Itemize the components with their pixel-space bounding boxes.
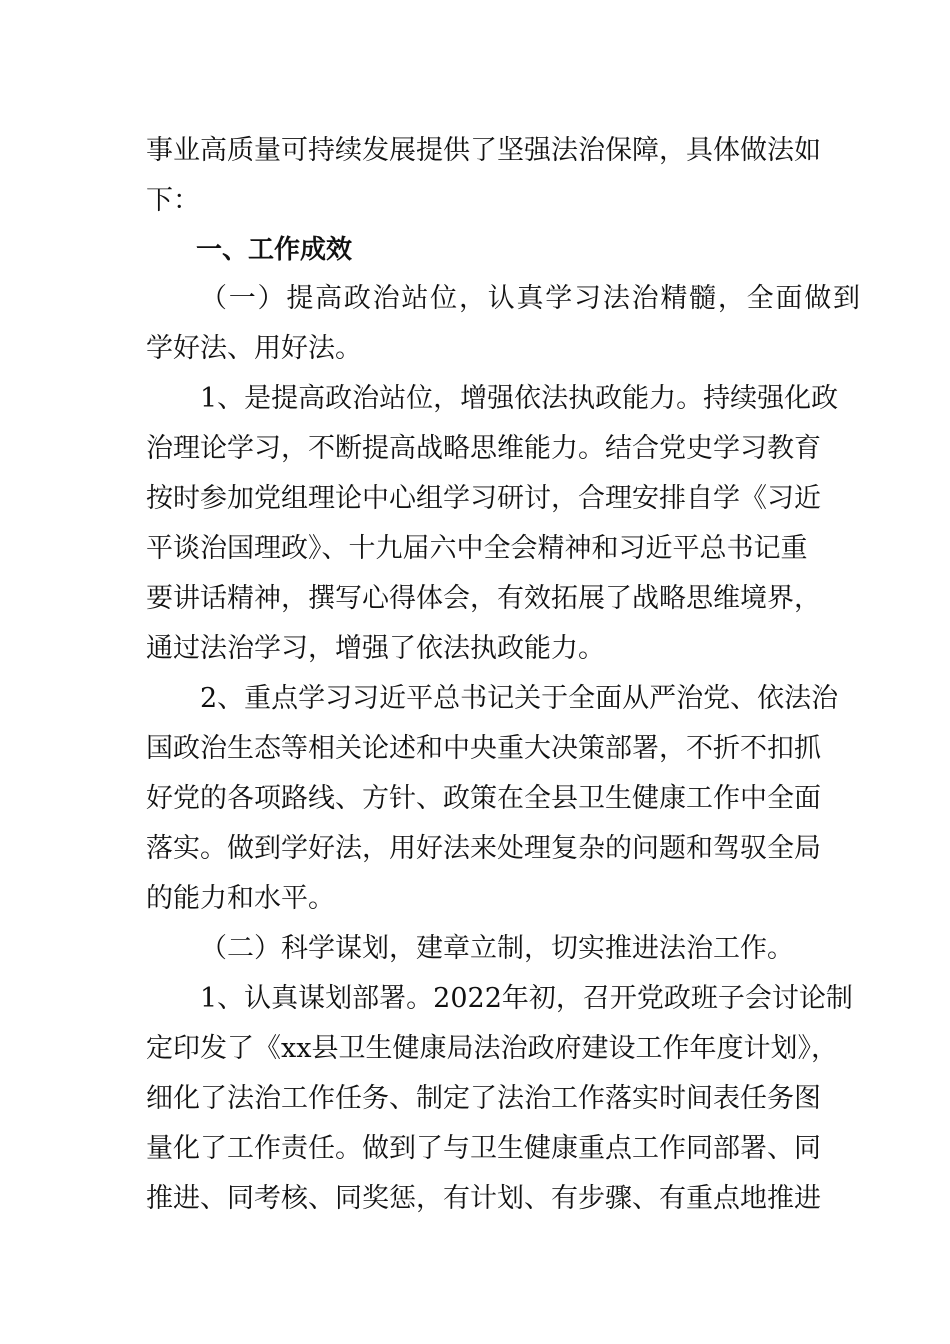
paragraph-line: 按时参加党组理论中心组学习研讨，合理安排自学《习近 [146,483,821,514]
section-heading: 一、工作成效 [196,235,353,265]
paragraph-line: 2、重点学习习近平总书记关于全面从严治党、依法治 [200,683,839,714]
paragraph-line: 定印发了《xx县卫生健康局法治政府建设工作年度计划》， [146,1033,838,1064]
paragraph-line: 通过法治学习，增强了依法执政能力。 [146,633,605,664]
paragraph-line: 国政治生态等相关论述和中央重大决策部署，不折不扣抓 [146,733,821,764]
paragraph-line: 要讲话精神，撰写心得体会，有效拓展了战略思维境界， [146,583,821,614]
paragraph-line: 的能力和水平。 [146,883,335,914]
paragraph-line: 细化了法治工作任务、制定了法治工作落实时间表任务图 [146,1083,821,1114]
subsection-heading: （一）提高政治站位，认真学习法治精髓，全面做到 [200,283,860,314]
paragraph-line: 1、认真谋划部署。2022年初，召开党政班子会讨论制 [200,983,853,1014]
paragraph-line: 好党的各项路线、方针、政策在全县卫生健康工作中全面 [146,783,821,814]
paragraph-line: 推进、同考核、同奖惩，有计划、有步骤、有重点地推进 [146,1183,821,1214]
paragraph-line: 平谈治国理政》、十九届六中全会精神和习近平总书记重 [146,533,808,564]
paragraph-line: 落实。做到学好法，用好法来处理复杂的问题和驾驭全局 [146,833,821,864]
paragraph-line: 下： [146,185,200,216]
paragraph-line: 1、是提高政治站位，增强依法执政能力。持续强化政 [200,383,839,414]
subsection-heading: （二）科学谋划，建章立制，切实推进法治工作。 [200,933,794,964]
paragraph-line: 事业高质量可持续发展提供了坚强法治保障，具体做法如 [146,135,821,166]
subsection-heading-continued: 学好法、用好法。 [146,333,362,364]
paragraph-line: 治理论学习，不断提高战略思维能力。结合党史学习教育 [146,433,821,464]
paragraph-line: 量化了工作责任。做到了与卫生健康重点工作同部署、同 [146,1133,821,1164]
